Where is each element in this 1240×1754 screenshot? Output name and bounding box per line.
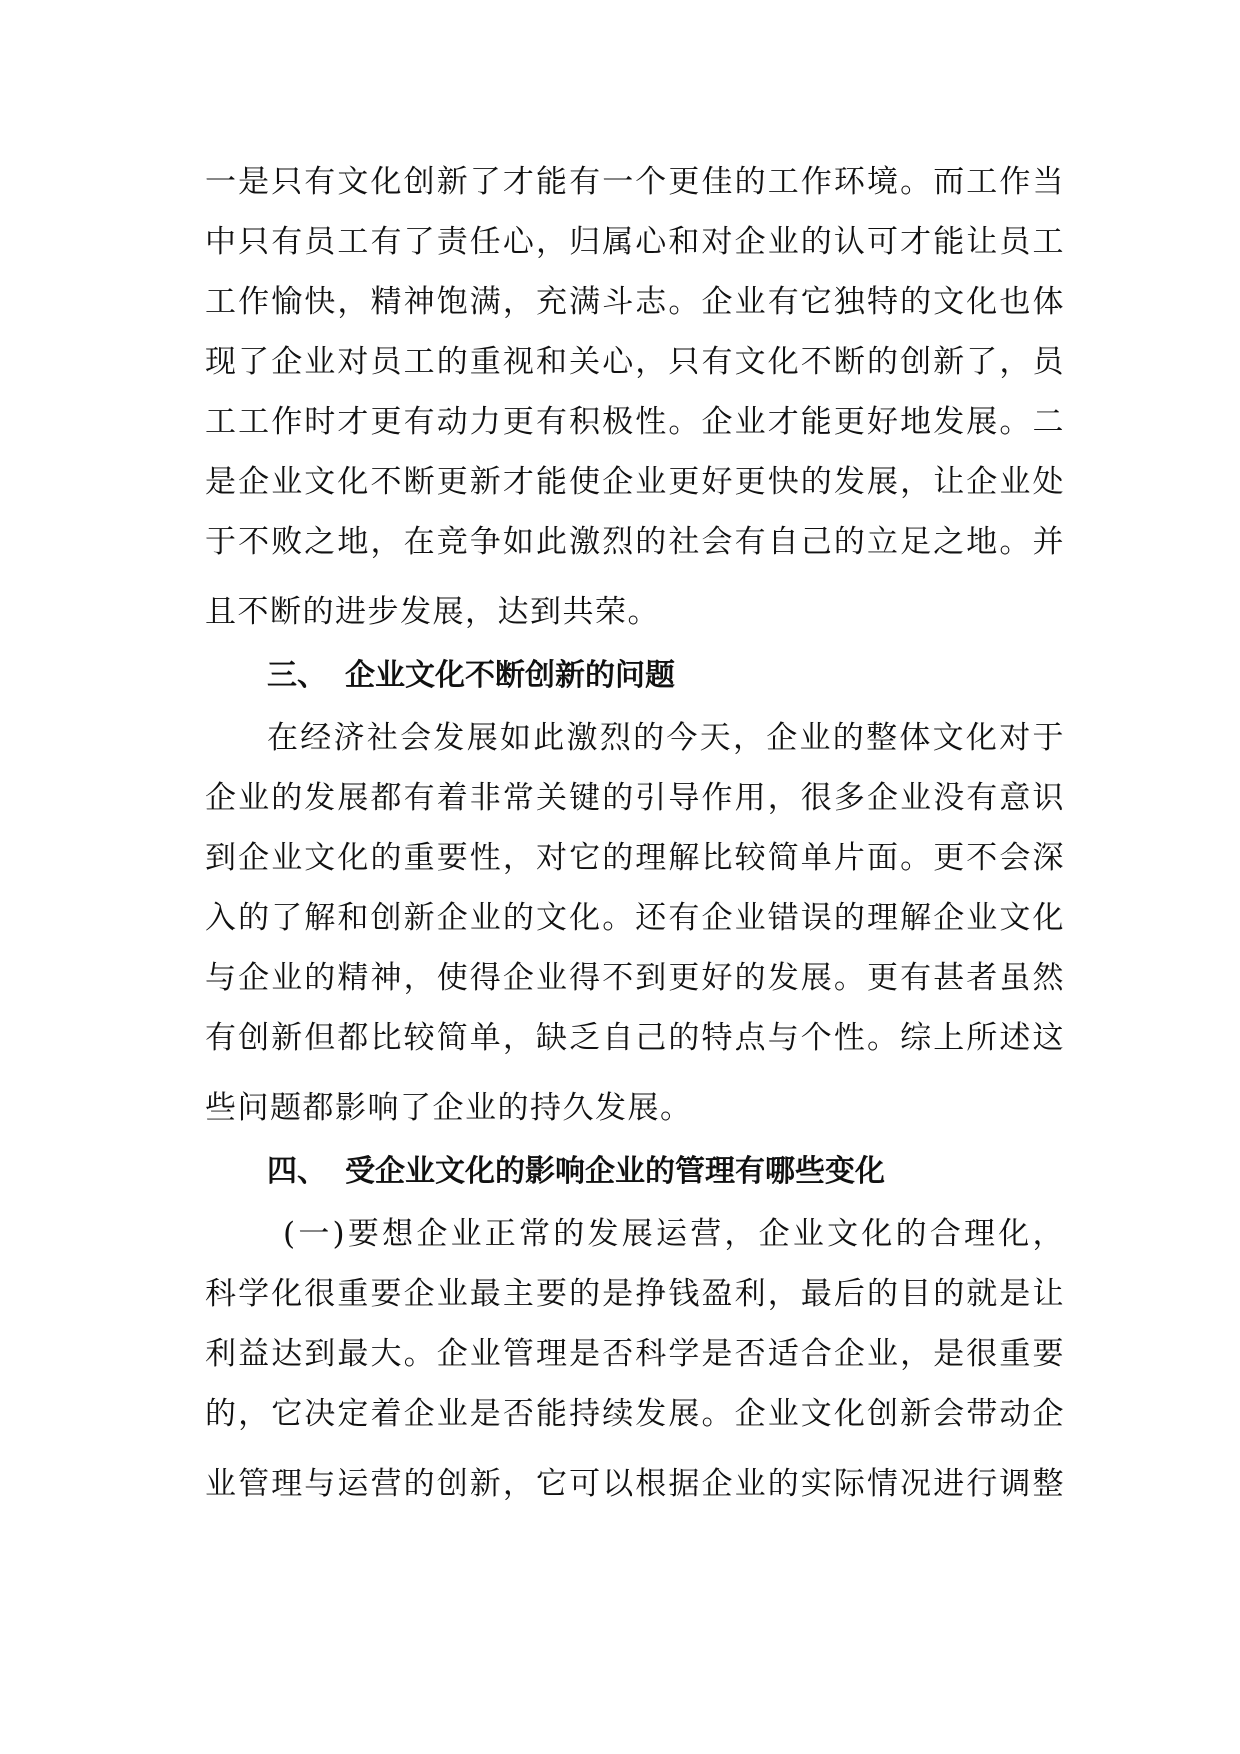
paragraph-1 [205,152,1065,642]
section-3-number: 三、 [267,658,327,693]
text-line: 于不败之地，在竞争如此激烈的社会有自己的立足之地。并 [205,524,1065,560]
text-line: 业管理与运营的创新，它可以根据企业的实际情况进行调整 [205,1466,1065,1502]
text-line: 利益达到最大。企业管理是否科学是否适合企业，是很重要 [205,1336,1065,1372]
text-line: 现了企业对员工的重视和关心，只有文化不断的创新了，员 [205,344,1065,380]
text-line: 的，它决定着企业是否能持续发展。企业文化创新会带动企 [205,1396,1065,1432]
text-line: 企业的发展都有着非常关键的引导作用，很多企业没有意识 [205,780,1065,816]
text-line: 与企业的精神，使得企业得不到更好的发展。更有甚者虽然 [205,960,1065,996]
text-line: 且不断的进步发展，达到共荣。 [205,594,660,630]
page-content [205,152,1065,1514]
section-4-title: 受企业文化的影响企业的管理有哪些变化 [345,1154,885,1189]
section-4-number: 四、 [267,1154,327,1189]
text-line: 一是只有文化创新了才能有一个更佳的工作环境。而工作当 [205,164,1065,200]
text-line: 中只有员工有了责任心，归属心和对企业的认可才能让员工 [205,224,1065,260]
section-3-title: 企业文化不断创新的问题 [345,658,675,693]
section-4-heading [205,1140,1065,1204]
text-line: 有创新但都比较简单，缺乏自己的特点与个性。综上所述这 [205,1020,1065,1056]
text-line: 工工作时才更有动力更有积极性。企业才能更好地发展。二 [205,404,1065,440]
text-line: 在经济社会发展如此激烈的今天，企业的整体文化对于 [267,720,1065,756]
text-line: 入的了解和创新企业的文化。还有企业错误的理解企业文化 [205,900,1065,936]
section-3-heading [205,644,1065,708]
text-line: 是企业文化不断更新才能使企业更好更快的发展，让企业处 [205,464,1065,500]
text-line: (一)要想企业正常的发展运营，企业文化的合理化， [283,1216,1065,1252]
section-3-paragraph [205,708,1065,1138]
text-line: 工作愉快，精神饱满，充满斗志。企业有它独特的文化也体 [205,284,1065,320]
section-4-paragraph [205,1204,1065,1514]
text-line: 些问题都影响了企业的持久发展。 [205,1090,693,1126]
text-line: 到企业文化的重要性，对它的理解比较简单片面。更不会深 [205,840,1065,876]
text-line: 科学化很重要企业最主要的是挣钱盈利，最后的目的就是让 [205,1276,1065,1312]
